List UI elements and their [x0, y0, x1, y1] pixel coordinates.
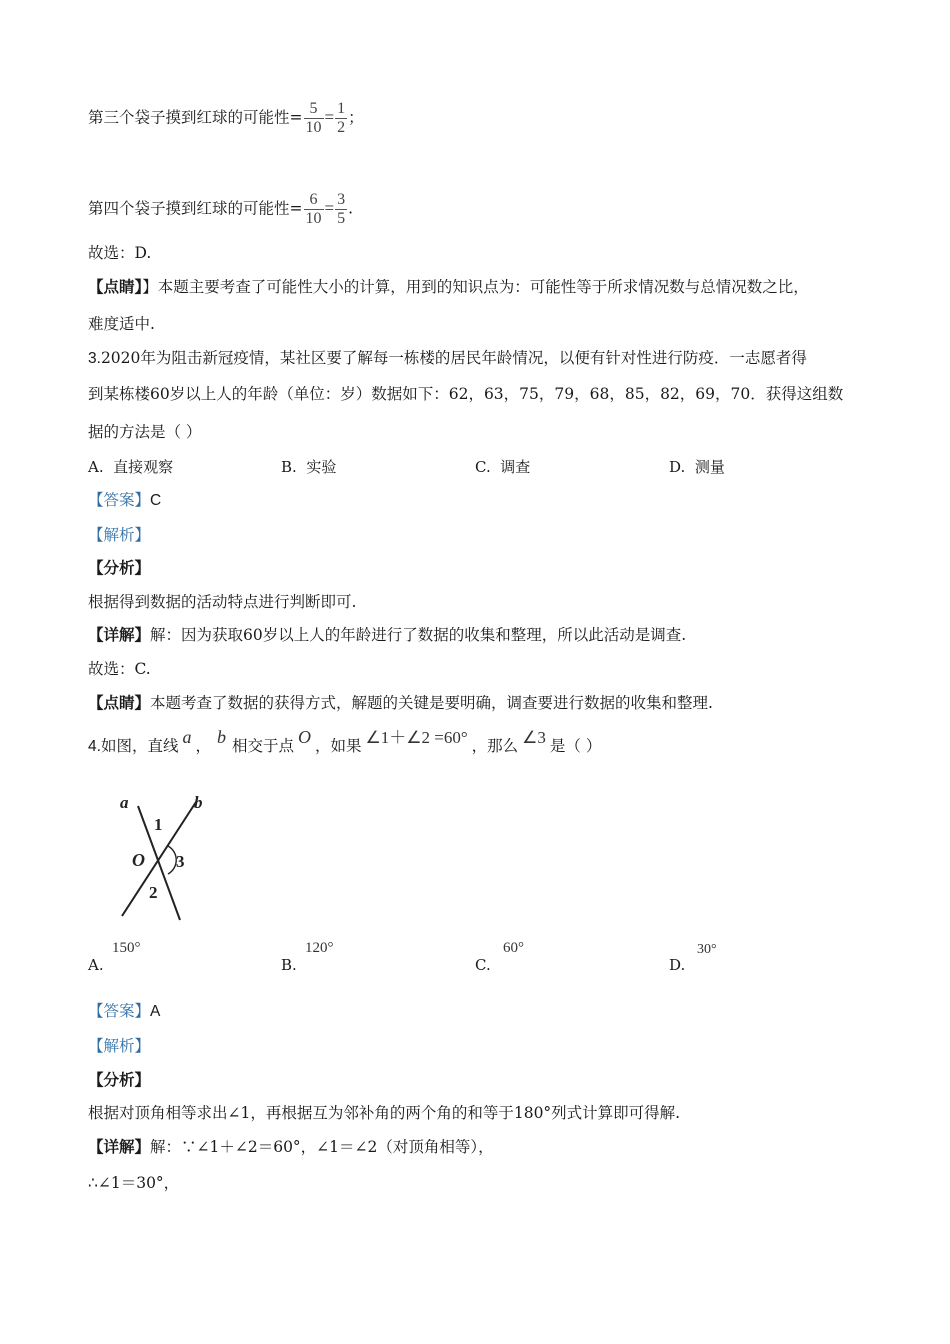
prob-text: 第三个袋子摸到红球的可能性=	[88, 108, 303, 127]
label-a: a	[120, 793, 129, 812]
fraction	[304, 191, 324, 228]
option-text: 直接观察	[113, 458, 174, 476]
option-letter: A.	[88, 458, 104, 476]
answer-value: C	[150, 492, 162, 509]
comment-tag: 【点睛】	[88, 277, 143, 296]
q3-option-b	[281, 456, 336, 477]
question-text: 如图，直线	[100, 737, 179, 755]
detail-tag: 【详解】	[88, 1137, 151, 1156]
q4-option-a-value: 150°	[112, 940, 141, 956]
q2-choice: 故选：D.	[88, 244, 152, 262]
prob-line-bag3	[88, 100, 364, 137]
label-1: 1	[154, 815, 163, 834]
q4-analysis-tag: 【解析】	[88, 1037, 151, 1055]
q4-option-d-value: 30°	[697, 942, 717, 957]
fraction-denominator: 2	[337, 119, 346, 136]
question-number: 4.	[88, 738, 101, 755]
q3-stem-line2: 到某栋楼60岁以上人的年龄（单位：岁）数据如下：62，63，75，79，68，85，82，69，70．获得这组数	[88, 385, 844, 403]
detail-tag: 【详解】	[88, 625, 151, 644]
question-number: 3.	[88, 350, 101, 367]
equals-sign: =	[324, 198, 335, 218]
option-text: 实验	[306, 458, 337, 476]
question-text: 是（ ）	[549, 737, 602, 755]
q4-option-a-letter: A.	[88, 956, 104, 974]
q3-choice: 故选：C.	[88, 660, 151, 678]
fraction-denominator: 10	[305, 210, 322, 227]
q3-option-c	[475, 456, 530, 477]
prob-text: 第四个袋子摸到红球的可能性=	[88, 199, 303, 218]
q3-analysis-tag: 【解析】	[88, 526, 151, 544]
label-3: 3	[176, 852, 185, 871]
q4-option-b-letter: B.	[281, 956, 297, 974]
q4-option-c-value: 60°	[503, 940, 524, 956]
fraction-numerator: 1	[337, 100, 346, 117]
fraction-denominator: 10	[305, 119, 322, 136]
q4-therefore: ∴∠1＝30°，	[88, 1174, 180, 1192]
comment-tag: 【点睛】	[88, 693, 151, 712]
label-b: b	[194, 793, 203, 812]
answer-value: A	[150, 1003, 161, 1020]
fraction-numerator: 6	[304, 191, 324, 210]
q4-option-c-letter: C.	[475, 956, 491, 974]
question-text: ，那么	[471, 737, 519, 755]
question-text: 相交于点	[231, 737, 294, 755]
q3-fenxi-tag: 【分析】	[88, 558, 151, 577]
q3-comment	[88, 692, 713, 714]
q4-option-b-value: 120°	[305, 940, 334, 956]
q4-fenxi-tag: 【分析】	[88, 1070, 151, 1089]
punctuation: .	[348, 199, 354, 218]
q3-option-d	[669, 456, 725, 477]
q4-detail	[88, 1136, 494, 1158]
comment-text: 】本题主要考查了可能性大小的计算，用到的知识点为：可能性等于所求情况数与总情况数之比，	[142, 278, 809, 296]
q3-option-a	[88, 456, 173, 477]
q3-stem-line3: 据的方法是（ ）	[88, 423, 202, 441]
punctuation: ，	[195, 737, 211, 755]
punctuation: ；	[348, 108, 364, 127]
option-text: 调查	[500, 458, 531, 476]
fraction-numerator: 3	[337, 191, 346, 208]
answer-tag: 【答案】	[88, 491, 151, 509]
fraction-denominator: 5	[337, 210, 346, 227]
option-letter: D.	[669, 458, 686, 476]
prob-line-bag4	[88, 191, 353, 228]
angle-condition: ∠1＋∠2 =60°	[365, 728, 468, 747]
option-letter: C.	[475, 458, 491, 476]
fraction	[335, 191, 347, 228]
q2-comment	[88, 276, 809, 298]
fraction-numerator: 5	[304, 100, 324, 119]
question-text: 2020年为阻击新冠疫情，某社区要了解每一栋楼的居民年龄情况，以便有针对性进行防疫．一志愿者得	[100, 349, 807, 367]
q3-fenxi: 根据得到数据的活动特点进行判断即可.	[88, 593, 357, 611]
var-b: b	[216, 727, 226, 747]
q3-detail	[88, 624, 686, 646]
fraction	[304, 100, 324, 137]
q4-stem	[88, 727, 602, 762]
intersecting-lines-figure	[110, 788, 220, 928]
q3-stem-line1	[88, 347, 807, 370]
detail-text: 解：∵∠1＋∠2＝60°，∠1＝∠2（对顶角相等），	[150, 1138, 494, 1156]
q4-answer	[88, 1000, 160, 1023]
option-text: 测量	[694, 458, 725, 476]
question-text: ，如果	[314, 737, 362, 755]
q3-answer	[88, 489, 161, 512]
target-angle: ∠3	[522, 728, 546, 747]
comment-text: 本题考查了数据的获得方式，解题的关键是要明确，调查要进行数据的收集和整理.	[150, 694, 713, 712]
label-2: 2	[149, 883, 158, 902]
q4-fenxi: 根据对顶角相等求出∠1，再根据互为邻补角的两个角的和等于180°列式计算即可得解.	[88, 1104, 681, 1122]
detail-text: 解：因为获取60岁以上人的年龄进行了数据的收集和整理，所以此活动是调查.	[150, 626, 687, 644]
q2-comment-cont: 难度适中.	[88, 315, 155, 333]
var-o: O	[297, 727, 311, 747]
fraction	[335, 100, 347, 137]
q4-option-d-letter: D.	[669, 956, 686, 974]
option-letter: B.	[281, 458, 297, 476]
var-a: a	[182, 727, 192, 747]
answer-tag: 【答案】	[88, 1002, 151, 1020]
label-o: O	[132, 850, 145, 870]
equals-sign: =	[324, 107, 335, 127]
